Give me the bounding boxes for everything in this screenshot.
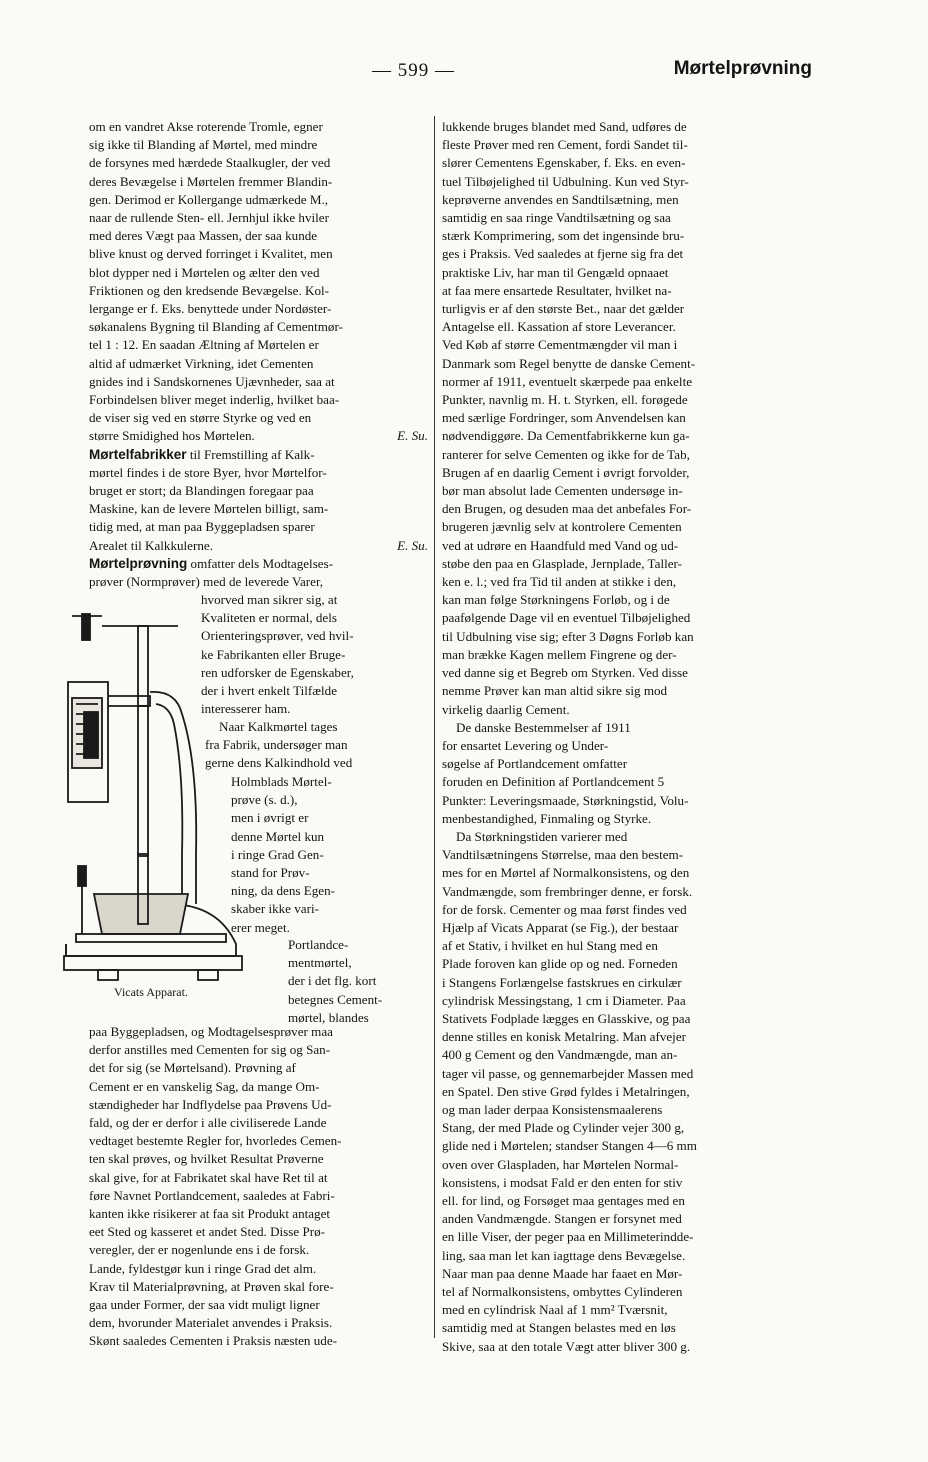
text-line: Vandmængde, som frembringer denne, er forsk. (442, 883, 693, 899)
text-line: stand for Prøv- (231, 865, 310, 881)
text-line: altid af udmærket Virkning, idet Cementen (89, 355, 314, 371)
text-line: nemme Prøver kan man altid sikre sig mod (442, 683, 668, 699)
text-line (89, 446, 428, 464)
text-line: Naar man paa denne Maade har faaet en Mør- (442, 1265, 683, 1281)
text-line: ved danne sig et Begreb om Styrken. Ved disse (442, 665, 688, 681)
text-line: skaber ikke vari- (231, 901, 319, 917)
text-line: bruget er stort; da Blandingen foregaar paa (89, 483, 314, 499)
text-line: Lande, fyldestgør kun i ringe Grad det alm. (89, 1260, 317, 1276)
text-line: fleste Prøver med ren Cement, fordi Sandet til- (442, 137, 688, 153)
text-line: man brække Kagen mellem Fingrene og der- (442, 646, 677, 662)
text-line: Stang, der med Plade og Cylinder vejer 300 g, (442, 1120, 685, 1136)
text-line: Punkter: Leveringsmaade, Størkningstid, Volu- (442, 792, 689, 808)
text-line: Skønt saaledes Cementen i Praksis næsten ude- (89, 1333, 338, 1349)
text-line: betegnes Cement- (288, 991, 383, 1007)
text-line: Portlandce- (288, 937, 349, 952)
text-line: keprøverne anvendes en Sandtilsætning, men (442, 191, 679, 207)
text-line: Antagelse ell. Kassation af store Leverancer. (442, 319, 676, 335)
text-line: ken e. l.; ved fra Tid til anden at stikke i den, (442, 574, 677, 590)
text-line: anden Vandmængde. Stangen er forsynet med (442, 1211, 682, 1227)
column-divider (434, 116, 435, 1338)
text-line: eet Sted og kasseret et andet Sted. Disse Prø- (89, 1224, 325, 1240)
text-line: det for sig (se Mørtelsand). Prøvning af (89, 1060, 296, 1076)
text-line: søkanalens Bygning til Blanding af Cementmør- (89, 319, 343, 335)
text-line: denne Mørtel kun (231, 828, 325, 844)
text-line: interesserer ham. (201, 701, 291, 717)
text-line: en lille Viser, der peger paa en Millimeterindde- (442, 1229, 694, 1245)
text-line: erer meget. (231, 919, 290, 935)
text-line: lukkende bruges blandet med Sand, udføres de (442, 119, 687, 134)
paragraph-mortelfabrikker (89, 446, 428, 555)
text-line: De danske Bestemmelser af 1911 (456, 719, 631, 735)
text-line: stærk Komprimering, som det ingensinde bru- (442, 228, 685, 244)
text-line: der i hvert enkelt Tilfælde (201, 683, 338, 699)
text-line: Orienteringsprøver, ved hvil- (201, 628, 354, 644)
text-line: tel 1 : 12. En saadan Æltning af Mørtelen er (89, 337, 319, 353)
text-line: til Udbulning vise sig; efter 3 Døgns Forløb kan (442, 628, 694, 644)
text-line: ten skal prøves, og hvilket Resultat Prøverne (89, 1151, 324, 1167)
paragraph-mortelprovning-intro (89, 555, 428, 591)
text-line: ning, da dens Egen- (231, 883, 335, 899)
text-line: mentmørtel, (288, 955, 352, 971)
text-line: nødvendiggøre. Da Cementfabrikkerne kun ga- (442, 428, 690, 444)
text-line: Kvaliteten er normal, dels (201, 610, 337, 626)
text-line: tel af Normalkonsistens, ombyttes Cylinderen (442, 1284, 683, 1299)
text-line: derfor anstilles med Cementen for sig og San- (89, 1042, 331, 1058)
text-line: ling, saa man let kan iagttage dens Bevægelse. (442, 1247, 686, 1263)
text-line: sig ikke til Blanding af Mørtel, med mindre (89, 137, 318, 153)
text-line: at faa mere ensartede Resultater, hvilket na- (442, 282, 672, 298)
text-line: blive knust og derved forringet i Kvalitet, men (89, 246, 333, 262)
text-line: med en cylindrisk Naal af 1 mm² Tværsnit, (442, 1302, 668, 1318)
author-signature: E. Su. (397, 537, 428, 553)
text-line: fald, og der er derfor i alle civiliserede Lande (89, 1115, 327, 1131)
lemma-mortelprovning: Mørtelprøvning (89, 555, 188, 571)
paragraph-setting-time (442, 828, 817, 1356)
text-line: dem, hvorunder Materialet anvendes i Praksis. (89, 1315, 333, 1331)
figure-wrap-text-4 (288, 936, 382, 1027)
text-line: vedtaget bestemte Regler for, hvorledes Cemen- (89, 1133, 342, 1149)
text-line: foruden en Definition af Portlandcement 5 (442, 774, 665, 790)
text-span: til Fremstilling af Kalk- (186, 446, 315, 462)
text-line: de forsynes med hærdede Staalkugler, der ved (89, 155, 331, 171)
text-line: Stativets Fodplade lægges en Glasskive, og paa (442, 1010, 691, 1026)
text-line: gaa under Former, der saa vidt muligt ligner (89, 1297, 320, 1313)
text-line: Naar Kalkmørtel tages (219, 719, 338, 734)
text-line: slører Cementens Egenskaber, f. Eks. en even- (442, 155, 686, 171)
text-line: Ved Køb af større Cementmængder vil man i (442, 337, 678, 353)
author-signature: E. Su. (397, 428, 428, 444)
paragraph-danish-rules (442, 719, 817, 828)
text-line: brugeren jævnlig selv at kontrolere Cementen (442, 519, 682, 535)
text-line: Punkter, navnlig m. H. t. Styrken, ell. forøgede (442, 392, 688, 408)
text-line: Maskine, kan de levere Mørtelen billigt, sam- (89, 501, 329, 517)
text-line: Cement er en vanskelig Sag, da mange Om- (89, 1078, 320, 1094)
text-line: normer af 1911, eventuelt skærpede paa enkelte (442, 373, 693, 389)
text-line: mørtel findes i de store Byer, hvor Mørtelfor- (89, 464, 327, 480)
text-line: Brugen af en daarlig Cement i øvrigt forvolder, (442, 464, 690, 480)
page-header (0, 56, 928, 96)
text-line: kanten ikke risikerer at faa sit Produkt antaget (89, 1206, 331, 1222)
text-line: hvorved man sikrer sig, at (201, 592, 338, 607)
text-line: større Smidighed hos Mørtelen. (89, 428, 255, 444)
paragraph-mortelprovning-continued (89, 1023, 428, 1351)
text-line: i ringe Grad Gen- (231, 846, 324, 862)
text-line: for de forsk. Cementer og maa først findes ved (442, 901, 687, 917)
figure-caption: Vicats Apparat. (114, 985, 188, 999)
text-line: den Brugen, og desuden maa det anbefales For- (442, 501, 692, 517)
text-line: søgelse af Portlandcement omfatter (442, 756, 628, 772)
text-line: tidig med, at man paa Byggepladsen sparer (89, 519, 315, 535)
text-line: menbestandighed, Finmaling og Styrke. (442, 810, 652, 826)
text-line: Krav til Materialprøvning, at Prøven skal fore- (89, 1278, 334, 1294)
text-line: Arealet til Kalkkulerne. (89, 537, 213, 553)
text-line: ranterer for selve Cementen og ikke for de Tab, (442, 446, 690, 462)
text-line: og man lader derpaa Konsistensmaalerens (442, 1101, 663, 1117)
running-head: Mørtelprøvning (673, 58, 812, 79)
text-line: tager vil passe, og gennemarbejder Massen med (442, 1065, 694, 1081)
text-line: en Spatel. Den stive Grød fyldes i Metalringen, (442, 1083, 690, 1099)
text-line: gerne dens Kalkindhold ved (205, 755, 353, 771)
text-line: ved at udrøre en Haandfuld med Vand og ud- (442, 537, 679, 553)
text-line: veregler, der er nogenlunde ens i de forsk. (89, 1242, 310, 1258)
text-line: gnides ind i Sandskornenes Ujævnheder, saa at (89, 373, 335, 389)
text-line: ges i Praksis. Ved saaledes at fjerne sig fra det (442, 246, 684, 262)
text-line: Forbindelsen bliver meget inderlig, hvilket baa- (89, 392, 340, 408)
text-line: i Stangens Forlængelse fastskrues en cirkulær (442, 974, 682, 990)
text-line: oven over Glaspladen, har Mørtelen Normal- (442, 1156, 679, 1172)
text-line: ren udforsker de Egenskaber, (201, 664, 354, 680)
text-line: virkelig daarlig Cement. (442, 701, 570, 717)
text-line: fra Fabrik, undersøger man (205, 737, 348, 753)
left-column (89, 118, 428, 591)
text-line: 400 g Cement og den Vandmængde, man an- (442, 1047, 678, 1063)
left-column-continued (89, 1023, 428, 1351)
text-line: kan man følge Størkningens Forløb, og i de (442, 592, 670, 608)
paragraph-sand-testing (442, 118, 817, 719)
text-line: om en vandret Akse roterende Tromle, egner (89, 119, 323, 134)
text-line: praktiske Liv, har man til Gengæld opnaaet (442, 264, 669, 280)
text-line: mørtel, blandes (288, 1009, 369, 1025)
text-line: turligvis er af den største Bet., naar det gælder (442, 301, 685, 317)
page-number: — 599 — (372, 60, 455, 81)
text-line: Da Størkningstiden varierer med (456, 828, 628, 844)
text-line: de viser sig ved en større Styrke og ved en (89, 410, 312, 426)
text-line: stændigheder har Indflydelse paa Prøvens Ud- (89, 1096, 332, 1112)
text-line: lergange er f. Eks. benyttede under Nordøster- (89, 301, 332, 317)
vicat-apparatus-figure (58, 604, 290, 1004)
text-line: men i øvrigt er (231, 810, 309, 826)
text-line: prøve (s. d.), (231, 792, 298, 808)
text-line: mes for en Mørtel af Normalkonsistens, og den (442, 865, 690, 881)
text-line: Danmark som Regel benytte de danske Cement- (442, 355, 696, 371)
text-line: med deres Vægt paa Massen, der saa kunde (89, 228, 318, 244)
text-line: samtidig med at Stangen belastes med en løs (442, 1320, 676, 1336)
text-line: prøver (Normprøver) med de leverede Varer, (89, 574, 324, 590)
text-line: paa Byggepladsen, og Modtagelsesprøver maa (89, 1024, 333, 1039)
text-line: for ensartet Levering og Under- (442, 737, 609, 753)
text-line: naar de rullende Sten- ell. Jernhjul ikke hviler (89, 210, 329, 226)
text-line: tuel Tilbøjelighed til Udbulning. Kun ved Styr- (442, 173, 689, 189)
text-line: der i det flg. kort (288, 973, 377, 989)
text-line: bør man absolut lade Cementen undersøge in- (442, 483, 683, 499)
text-line: blot dypper ned i Mørtelen og ælter den ved (89, 264, 320, 280)
text-line: ke Fabrikanten eller Bruge- (201, 646, 346, 662)
text-line: ell. for lind, og Forsøget maa gentages med en (442, 1192, 685, 1208)
text-line: glide ned i Mørtelen; standser Stangen 4—6 mm (442, 1138, 697, 1154)
text-line: føre Navnet Portlandcement, saaledes at Fabri- (89, 1187, 335, 1203)
text-line: Holmblads Mørtel- (231, 774, 332, 789)
paragraph-mixing (89, 118, 428, 446)
text-line: deres Bevægelse i Mørtelen fremmer Blandin- (89, 173, 333, 189)
text-line: konsistens, i modsat Fald er den enten for stiv (442, 1174, 683, 1190)
lemma-mortelfabrikker: Mørtelfabrikker (89, 446, 187, 462)
text-line: samtidig en saa ringe Vandtilsætning og saa (442, 210, 671, 226)
text-line: skal give, for at Fabrikatet skal have Ret til at (89, 1169, 328, 1185)
text-line: Skive, saa at den totale Vægt atter bliver 300 g. (442, 1338, 691, 1354)
text-line (89, 555, 428, 573)
text-line: Hjælp af Vicats Apparat (se Fig.), der bestaar (442, 919, 679, 935)
text-line: med særlige Fordringer, som Anvendelsen kan (442, 410, 686, 426)
text-line: gen. Derimod er Kollergange udmærkede M., (89, 191, 329, 207)
text-line: Vandtilsætningens Størrelse, maa den bestem- (442, 847, 684, 863)
right-column (442, 118, 817, 1356)
text-span: omfatter dels Modtagelses- (187, 555, 334, 571)
text-line: cylindrisk Messingstang, 1 cm i Diameter. Paa (442, 992, 686, 1008)
text-line: Friktionen og den kredsende Bevægelse. Kol- (89, 282, 330, 298)
text-line: denne stilles en konisk Metalring. Man afvejer (442, 1029, 686, 1045)
text-line: af et Stativ, i hvilket en hul Stang med en (442, 938, 658, 954)
text-line: støbe den paa en Glasplade, Jernplade, Taller- (442, 555, 682, 571)
text-line: paafølgende Dage vil en eventuel Tilbøjelighed (442, 610, 691, 626)
text-line: Plade foroven kan glide op og ned. Forneden (442, 956, 678, 972)
